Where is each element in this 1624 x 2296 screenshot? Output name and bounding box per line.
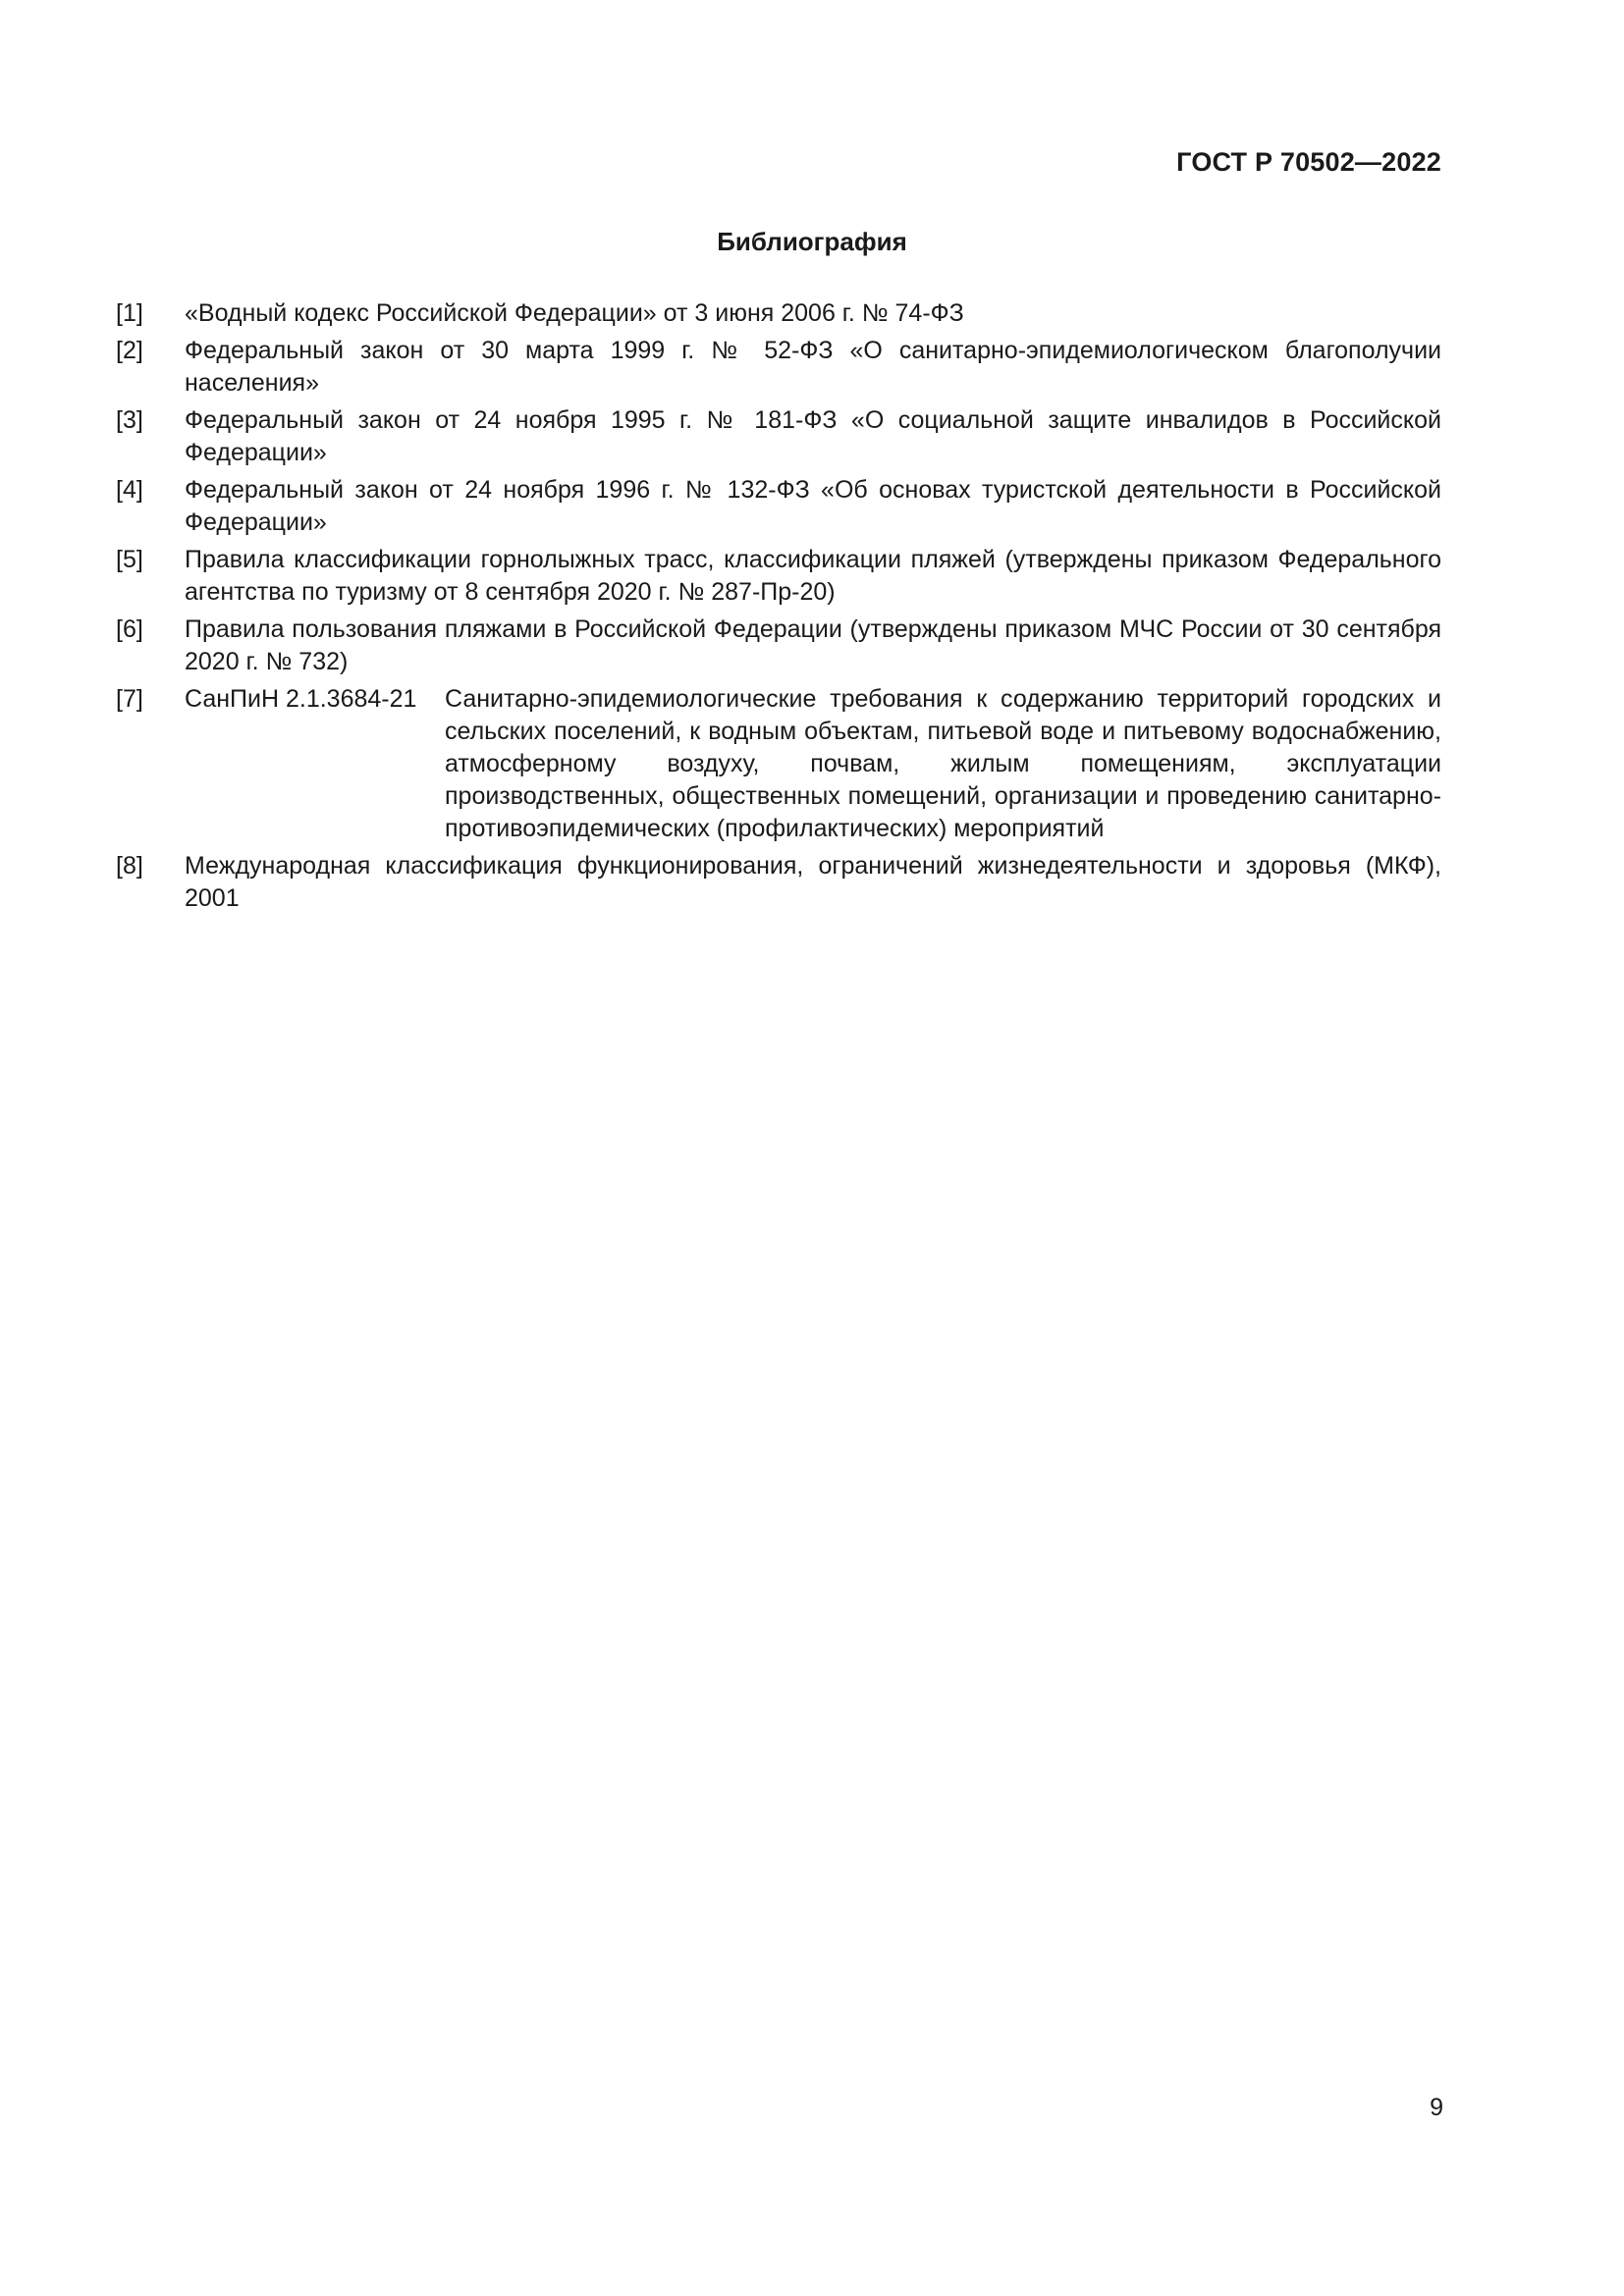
bibliography-entry-5: [116, 544, 1441, 609]
entry-number: [3]: [116, 406, 143, 434]
bibliography-list: [116, 297, 1441, 920]
entry-text: «Водный кодекс Российской Федерации» от 3 июня 2006 г. № 74-ФЗ: [185, 299, 964, 327]
entry-text: Федеральный закон от 30 марта 1999 г. № 52-ФЗ «О санитарно-эпидемиологическом благополучии населения»: [185, 337, 1441, 397]
bibliography-entry-8: [116, 850, 1441, 915]
bibliography-entry-4: [116, 474, 1441, 539]
bibliography-entry-7: [116, 683, 1441, 845]
entry-text: Санитарно-эпидемиологические требования к содержанию территорий городских и сельских поселений, к водным объектам, питьевой воде и питьевому водоснабжению, атмосферному воздуху, почвам, жилым помещениям, эксплуатации производственных, общественных помещений, организации и проведению санитарно-противоэпидемических (профилактических) мероприятий: [445, 685, 1441, 842]
bibliography-entry-1: [116, 297, 1441, 330]
document-code: ГОСТ Р 70502—2022: [1176, 147, 1441, 177]
entry-number: [2]: [116, 337, 143, 364]
entry-text: Правила пользования пляжами в Российской Федерации (утверждены приказом МЧС России от 30 сентября 2020 г. № 732): [185, 615, 1441, 675]
entry-number: [6]: [116, 615, 143, 643]
entry-text: Международная классификация функционирования, ограничений жизнедеятельности и здоровья (МКФ), 2001: [185, 852, 1441, 912]
entry-number: [1]: [116, 299, 143, 327]
entry-number: [8]: [116, 852, 143, 880]
entry-number: [4]: [116, 476, 143, 504]
entry-text: Федеральный закон от 24 ноября 1995 г. № 181-ФЗ «О социальной защите инвалидов в Российской Федерации»: [185, 406, 1441, 466]
entry-code: СанПиН 2.1.3684-21: [185, 685, 417, 713]
entry-text: Правила классификации горнолыжных трасс, классификации пляжей (утверждены приказом Федерального агентства по туризму от 8 сентября 2020 г. № 287-Пр-20): [185, 546, 1441, 606]
bibliography-entry-3: [116, 404, 1441, 469]
entry-number: [7]: [116, 685, 143, 713]
page-number: 9: [1430, 2094, 1443, 2121]
entry-text: Федеральный закон от 24 ноября 1996 г. № 132-ФЗ «Об основах туристской деятельности в Российской Федерации»: [185, 476, 1441, 536]
entry-number: [5]: [116, 546, 143, 573]
page-title: Библиография: [717, 227, 907, 256]
bibliography-entry-6: [116, 614, 1441, 678]
bibliography-entry-2: [116, 335, 1441, 400]
